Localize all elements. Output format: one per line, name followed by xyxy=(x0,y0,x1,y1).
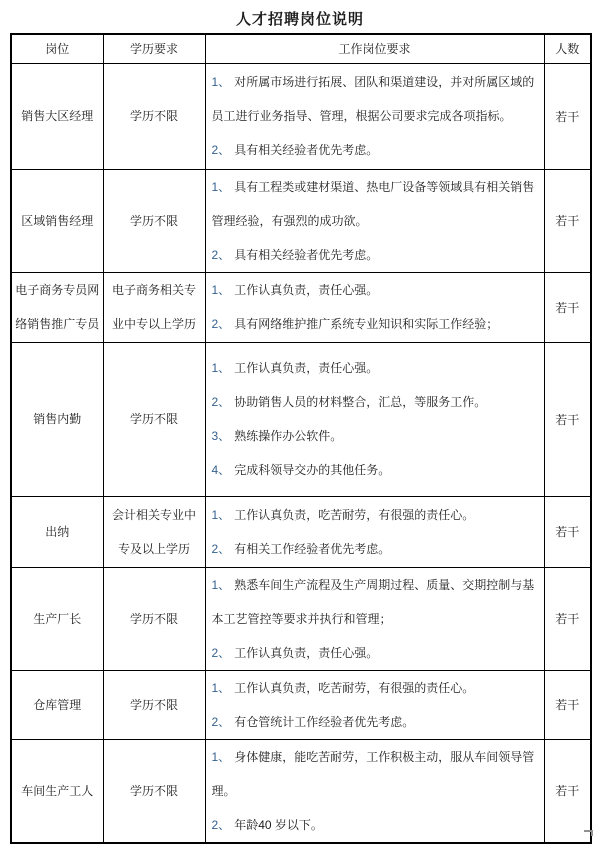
position-cell: 电子商务专员网络销售推广专员 xyxy=(11,272,103,342)
requirements-cell xyxy=(205,272,544,342)
requirement-item xyxy=(212,705,538,739)
requirement-item xyxy=(212,65,538,133)
requirements-cell xyxy=(205,169,544,272)
table-row xyxy=(11,496,591,567)
requirement-item xyxy=(212,498,538,532)
requirements-cell xyxy=(205,496,544,567)
requirement-number: 2、 xyxy=(211,714,231,729)
requirement-item xyxy=(212,532,538,566)
table-row xyxy=(11,169,591,272)
requirement-item xyxy=(212,740,538,808)
requirement-number: 1、 xyxy=(211,361,231,375)
education-cell: 学历不限 xyxy=(103,739,205,843)
requirement-number: 1、 xyxy=(211,179,231,194)
requirement-item xyxy=(212,419,538,453)
position-cell: 出纳 xyxy=(11,496,103,567)
requirement-text: 协助销售人员的材料整合，汇总，等服务工作。 xyxy=(234,395,487,409)
requirement-text: 具有相关经验者优先考虑。 xyxy=(234,247,379,262)
column-header-position: 岗位 xyxy=(11,34,103,63)
requirement-item xyxy=(212,170,538,238)
requirement-number: 1、 xyxy=(211,749,231,764)
requirement-number: 2、 xyxy=(211,247,231,262)
requirement-text: 工作认真负责，吃苦耐劳，有很强的责任心。 xyxy=(234,507,475,522)
column-header-requirements: 工作岗位要求 xyxy=(205,34,544,63)
education-cell: 学历不限 xyxy=(103,567,205,670)
requirement-number: 2、 xyxy=(211,817,231,832)
requirement-text: 有仓管统计工作经验者优先考虑。 xyxy=(234,714,415,729)
table-row xyxy=(11,567,591,670)
table-header-row xyxy=(11,34,591,63)
requirement-item xyxy=(212,307,538,341)
table-row xyxy=(11,670,591,739)
table-row xyxy=(11,739,591,843)
column-header-education: 学历要求 xyxy=(103,34,205,63)
headcount-cell: 若干 xyxy=(544,739,591,843)
position-cell: 销售大区经理 xyxy=(11,63,103,169)
requirement-number: 1、 xyxy=(211,680,231,695)
headcount-cell: 若干 xyxy=(544,670,591,739)
requirement-text: 熟练操作办公软件。 xyxy=(234,429,343,443)
requirement-text: 熟悉车间生产流程及生产周期过程、质量、交期控制与基本工艺管控等要求并执行和管理； xyxy=(211,577,535,626)
requirements-cell xyxy=(205,342,544,496)
headcount-cell: 若干 xyxy=(544,342,591,496)
job-positions-table xyxy=(10,33,592,844)
requirements-cell xyxy=(205,63,544,169)
requirement-number: 2、 xyxy=(211,395,231,409)
paragraph-mark-artifact xyxy=(584,830,593,836)
education-cell: 学历不限 xyxy=(103,342,205,496)
position-cell: 区域销售经理 xyxy=(11,169,103,272)
requirement-text: 年龄40 岁以下。 xyxy=(234,817,323,832)
headcount-cell: 若干 xyxy=(544,169,591,272)
requirement-text: 具有工程类或建材渠道、热电厂设备等领域具有相关销售管理经验，有强烈的成功欲。 xyxy=(211,179,535,228)
education-cell: 会计相关专业中专及以上学历 xyxy=(103,496,205,567)
requirement-item xyxy=(212,351,538,385)
requirement-text: 具有相关经验者优先考虑。 xyxy=(234,143,379,157)
requirement-item xyxy=(212,273,538,307)
requirement-text: 有相关工作经验者优先考虑。 xyxy=(234,541,391,556)
headcount-cell: 若干 xyxy=(544,567,591,670)
requirements-cell xyxy=(205,670,544,739)
requirement-item xyxy=(212,671,538,705)
requirement-number: 2、 xyxy=(211,541,231,556)
requirement-item xyxy=(212,133,538,167)
requirement-item xyxy=(212,808,538,842)
position-cell: 仓库管理 xyxy=(11,670,103,739)
requirement-text: 工作认真负责，责任心强。 xyxy=(234,283,379,297)
requirement-text: 工作认真负责，责任心强。 xyxy=(234,645,379,660)
requirement-number: 3、 xyxy=(211,429,231,443)
requirement-text: 工作认真负责，吃苦耐劳，有很强的责任心。 xyxy=(234,680,475,695)
requirements-cell xyxy=(205,739,544,843)
requirement-number: 1、 xyxy=(211,283,231,297)
requirement-text: 具有网络维护推广系统专业知识和实际工作经验； xyxy=(234,317,499,331)
education-cell: 学历不限 xyxy=(103,169,205,272)
education-cell: 学历不限 xyxy=(103,63,205,169)
requirement-text: 身体健康，能吃苦耐劳，工作积极主动，服从车间领导管理。 xyxy=(211,749,535,798)
requirement-number: 2、 xyxy=(211,645,231,660)
table-row xyxy=(11,272,591,342)
education-cell: 学历不限 xyxy=(103,670,205,739)
table-row xyxy=(11,63,591,169)
requirement-number: 1、 xyxy=(211,577,231,592)
position-cell: 车间生产工人 xyxy=(11,739,103,843)
requirement-text: 完成科领导交办的其他任务。 xyxy=(234,463,391,477)
requirement-number: 2、 xyxy=(211,143,231,157)
requirement-item xyxy=(212,453,538,487)
education-cell: 电子商务相关专业中专以上学历 xyxy=(103,272,205,342)
requirement-text: 对所属市场进行拓展、团队和渠道建设，并对所属区域的员工进行业务指导、管理，根据公司要求完成各项指标。 xyxy=(211,75,535,123)
headcount-cell: 若干 xyxy=(544,63,591,169)
column-header-headcount: 人数 xyxy=(544,34,591,63)
position-cell: 销售内勤 xyxy=(11,342,103,496)
requirement-item xyxy=(212,385,538,419)
requirement-item xyxy=(212,636,538,670)
requirement-number: 1、 xyxy=(211,507,231,522)
requirement-number: 2、 xyxy=(211,317,231,331)
requirement-item xyxy=(212,238,538,272)
requirements-cell xyxy=(205,567,544,670)
requirement-text: 工作认真负责，责任心强。 xyxy=(234,361,379,375)
headcount-cell: 若干 xyxy=(544,272,591,342)
requirement-number: 4、 xyxy=(211,463,231,477)
position-cell: 生产厂长 xyxy=(11,567,103,670)
headcount-cell: 若干 xyxy=(544,496,591,567)
page-title: 人才招聘岗位说明 xyxy=(235,11,364,28)
requirement-number: 1、 xyxy=(211,75,231,89)
table-row xyxy=(11,342,591,496)
requirement-item xyxy=(212,568,538,636)
